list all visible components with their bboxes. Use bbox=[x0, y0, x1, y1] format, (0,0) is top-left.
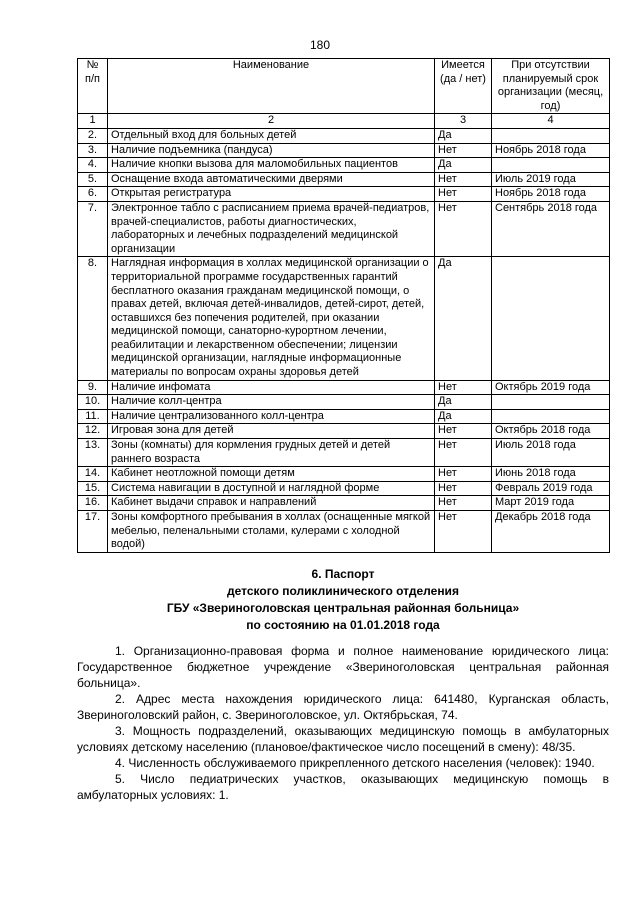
header-number: № п/п bbox=[78, 59, 108, 114]
row-deadline bbox=[492, 128, 610, 143]
table-row bbox=[78, 467, 610, 482]
row-number: 8. bbox=[78, 257, 108, 380]
table-row bbox=[78, 257, 610, 380]
row-number: 17. bbox=[78, 511, 108, 553]
passport-title-line: детского поликлинического отделения bbox=[227, 584, 459, 598]
row-name: Наличие инфомата bbox=[108, 380, 435, 395]
row-available: Нет bbox=[435, 172, 492, 187]
row-name: Наличие подъемника (пандуса) bbox=[108, 143, 435, 158]
row-name: Кабинет выдачи справок и направлений bbox=[108, 496, 435, 511]
row-number: 6. bbox=[78, 187, 108, 202]
header-available: Имеется (да / нет) bbox=[435, 59, 492, 114]
row-number: 12. bbox=[78, 424, 108, 439]
row-number: 10. bbox=[78, 395, 108, 410]
row-available: Да bbox=[435, 409, 492, 424]
table-row bbox=[78, 409, 610, 424]
column-number: 3 bbox=[435, 114, 492, 129]
row-name: Система навигации в доступной и наглядной форме bbox=[108, 481, 435, 496]
table-row bbox=[78, 187, 610, 202]
row-deadline: Сентябрь 2018 года bbox=[492, 201, 610, 256]
table-row bbox=[78, 481, 610, 496]
passport-title-line: по состоянию на 01.01.2018 года bbox=[246, 618, 440, 632]
header-deadline: При отсутствии планируемый срок организации (месяц, год) bbox=[492, 59, 610, 114]
row-deadline: Март 2019 года bbox=[492, 496, 610, 511]
header-name: Наименование bbox=[108, 59, 435, 114]
row-name: Зоны (комнаты) для кормления грудных детей и детей раннего возраста bbox=[108, 439, 435, 467]
row-name: Электронное табло с расписанием приема врачей-педиатров, врачей-специалистов, работы диагностических, лабораторных и лечебных подразделений медицинской организации bbox=[108, 201, 435, 256]
row-name: Игровая зона для детей bbox=[108, 424, 435, 439]
table-header-row bbox=[78, 59, 610, 114]
row-deadline: Ноябрь 2018 года bbox=[492, 187, 610, 202]
paragraph: 2. Адрес места нахождения юридического лица: 641480, Курганская область, Звериноголовский район, с. Звериноголовское, ул. Октябрьская, 74. bbox=[77, 692, 609, 722]
row-number: 5. bbox=[78, 172, 108, 187]
row-available: Нет bbox=[435, 201, 492, 256]
row-number: 15. bbox=[78, 481, 108, 496]
row-available: Нет bbox=[435, 143, 492, 158]
row-deadline: Июнь 2018 года bbox=[492, 467, 610, 482]
row-number: 14. bbox=[78, 467, 108, 482]
row-available: Нет bbox=[435, 380, 492, 395]
row-number: 4. bbox=[78, 158, 108, 173]
row-deadline bbox=[492, 257, 610, 380]
table-row bbox=[78, 511, 610, 553]
table-row bbox=[78, 128, 610, 143]
row-available: Нет bbox=[435, 467, 492, 482]
row-name: Кабинет неотложной помощи детям bbox=[108, 467, 435, 482]
column-number: 2 bbox=[108, 114, 435, 129]
table-row bbox=[78, 395, 610, 410]
row-available: Нет bbox=[435, 424, 492, 439]
table-row bbox=[78, 439, 610, 467]
row-name: Наличие колл-центра bbox=[108, 395, 435, 410]
row-name: Открытая регистратура bbox=[108, 187, 435, 202]
row-deadline: Июль 2019 года bbox=[492, 172, 610, 187]
row-available: Да bbox=[435, 128, 492, 143]
row-available: Да bbox=[435, 257, 492, 380]
table-row bbox=[78, 380, 610, 395]
row-number: 2. bbox=[78, 128, 108, 143]
row-available: Нет bbox=[435, 439, 492, 467]
passport-title bbox=[77, 566, 609, 634]
paragraph: 3. Мощность подразделений, оказывающих медицинскую помощь в амбулаторных условиях детскому населению (плановое/фактическое число посещений в смену): 48/35. bbox=[77, 724, 609, 754]
row-deadline bbox=[492, 395, 610, 410]
table-row bbox=[78, 172, 610, 187]
row-deadline: Октябрь 2018 года bbox=[492, 424, 610, 439]
paragraph: 5. Число педиатрических участков, оказывающих медицинскую помощь в амбулаторных условиях: 1. bbox=[77, 772, 609, 802]
row-number: 11. bbox=[78, 409, 108, 424]
column-number: 1 bbox=[78, 114, 108, 129]
table-row bbox=[78, 201, 610, 256]
row-name: Оснащение входа автоматическими дверями bbox=[108, 172, 435, 187]
paragraph: 4. Численность обслуживаемого прикрепленного детского населения (человек): 1940. bbox=[115, 756, 595, 770]
row-available: Да bbox=[435, 158, 492, 173]
facilities-table bbox=[77, 58, 610, 553]
table-row bbox=[78, 158, 610, 173]
table-row bbox=[78, 424, 610, 439]
table-row bbox=[78, 143, 610, 158]
column-number: 4 bbox=[492, 114, 610, 129]
row-deadline: Декабрь 2018 года bbox=[492, 511, 610, 553]
row-number: 16. bbox=[78, 496, 108, 511]
row-number: 13. bbox=[78, 439, 108, 467]
row-name: Наличие кнопки вызова для маломобильных пациентов bbox=[108, 158, 435, 173]
row-number: 3. bbox=[78, 143, 108, 158]
row-deadline bbox=[492, 409, 610, 424]
table-body bbox=[78, 128, 610, 552]
passport-title-line: 6. Паспорт bbox=[311, 567, 375, 581]
row-name: Наглядная информация в холлах медицинской организации о территориальной программе государственных гарантий бесплатного оказания гражданам медицинской помощи, о правах детей, включая детей-инвалидов, детей-сирот, детей, оставшихся без попечения родителей, при оказании медицинской помощи, санаторно-курортном лечении, реабилитации и лекарственном обеспечении; лицензии медицинской организации, наглядные информационные материалы по вопросам охраны здоровья детей bbox=[108, 257, 435, 380]
row-available: Нет bbox=[435, 481, 492, 496]
page-number: 180 bbox=[309, 38, 331, 52]
row-deadline bbox=[492, 158, 610, 173]
row-deadline: Октябрь 2019 года bbox=[492, 380, 610, 395]
passport-title-line: ГБУ «Звериноголовская центральная районная больница» bbox=[166, 601, 520, 615]
row-number: 9. bbox=[78, 380, 108, 395]
row-name: Наличие централизованного колл-центра bbox=[108, 409, 435, 424]
column-numbers-row bbox=[78, 114, 610, 129]
row-name: Зоны комфортного пребывания в холлах (оснащенные мягкой мебелью, пеленальными столами, кулерами с холодной водой) bbox=[108, 511, 435, 553]
table-row bbox=[78, 496, 610, 511]
row-name: Отдельный вход для больных детей bbox=[108, 128, 435, 143]
row-available: Нет bbox=[435, 187, 492, 202]
row-deadline: Февраль 2019 года bbox=[492, 481, 610, 496]
row-available: Нет bbox=[435, 511, 492, 553]
passport-body bbox=[77, 643, 609, 803]
row-number: 7. bbox=[78, 201, 108, 256]
row-available: Да bbox=[435, 395, 492, 410]
row-available: Нет bbox=[435, 496, 492, 511]
row-deadline: Июль 2018 года bbox=[492, 439, 610, 467]
paragraph: 1. Организационно-правовая форма и полное наименование юридического лица: Государственное бюджетное учреждение «Звериноголовская центральная районная больница». bbox=[77, 644, 609, 690]
row-deadline: Ноябрь 2018 года bbox=[492, 143, 610, 158]
